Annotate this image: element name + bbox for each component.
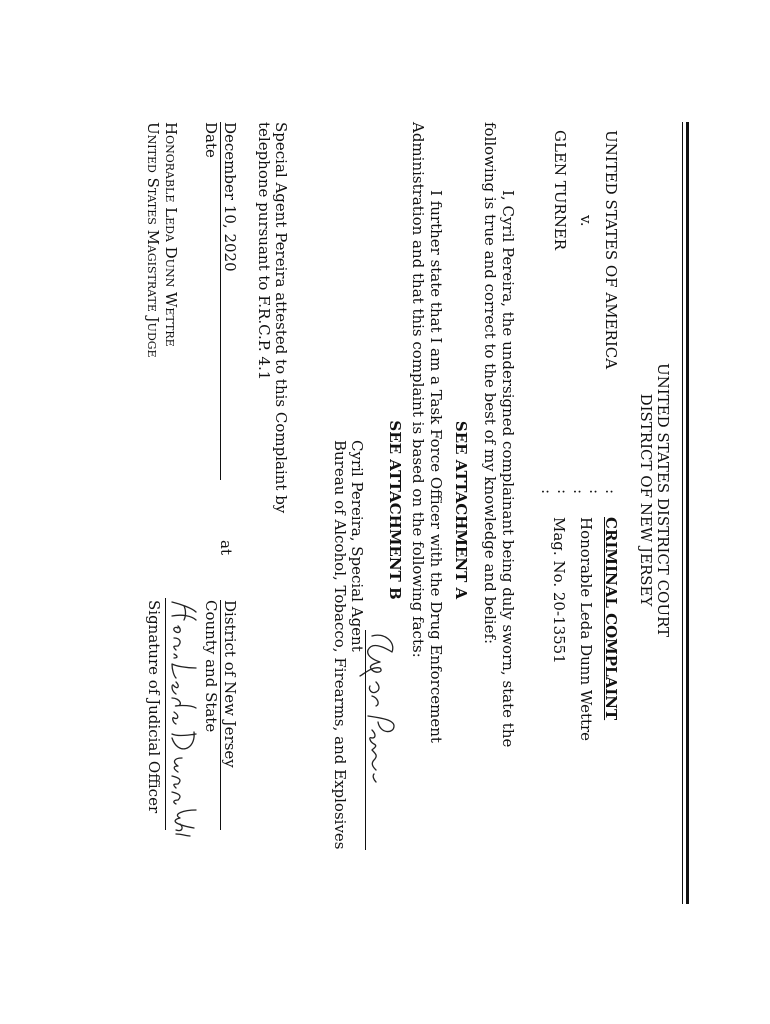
caption-colon-3: : (570, 489, 588, 495)
judge-title: United States Magistrate Judge (144, 122, 162, 358)
court-district: DISTRICT OF NEW JERSEY (637, 393, 655, 607)
magistrate-number: Mag. No. 20-13551 (550, 517, 568, 664)
top-rule-thick (686, 122, 689, 904)
judge-name: Honorable Leda Dunn Wettre (162, 122, 180, 347)
para1-line2: following is true and correct to the best of my knowledge and belief: (481, 122, 499, 645)
judge-signature-line (165, 598, 166, 830)
para2-line2: Administration and that this complaint is based on the following facts: (409, 122, 427, 658)
top-rule-thin (682, 122, 683, 904)
attachment-a: SEE ATTACHMENT A (452, 420, 470, 600)
caption-judge: Honorable Leda Dunn Wettre (577, 517, 595, 742)
versus: v. (577, 215, 595, 227)
date-line (220, 122, 221, 480)
caption-colon-2: : (586, 489, 604, 495)
signing-date: December 10, 2020 (221, 122, 239, 272)
para1-line1: I, Cyril Pereira, the undersigned complainant being duly sworn, state the (499, 190, 517, 748)
complainant-signature (356, 630, 402, 790)
complainant-name-title: Cyril Pereira, Special Agent (348, 440, 366, 652)
date-label: Date (202, 122, 220, 158)
para2-line1: I further state that I am a Task Force Officer with the Drug Enforcement (427, 190, 445, 743)
signing-location: District of New Jersey (221, 600, 239, 768)
at-label: at (217, 540, 235, 555)
complainant-agency: Bureau of Alcohol, Tobacco, Firearms, and Explosives (331, 440, 349, 850)
location-label: County and State (202, 600, 220, 733)
attestation-line2: telephone pursuant to F.R.C.P. 4.1 (255, 122, 273, 381)
court-name: UNITED STATES DISTRICT COURT (654, 362, 672, 638)
defendant-name: GLEN TURNER (551, 130, 569, 251)
attestation-line1: Special Agent Pereira attested to this Complaint by (272, 122, 290, 514)
location-line (220, 600, 221, 830)
caption-colon-1: : (602, 489, 620, 495)
complainant-signature-line (365, 630, 366, 850)
caption-colon-5: : (538, 489, 556, 495)
document-title: CRIMINAL COMPLAINT (602, 517, 620, 721)
plaintiff-name: UNITED STATES OF AMERICA (602, 130, 620, 370)
caption-colon-4: : (554, 489, 572, 495)
judge-signature-label: Signature of Judicial Officer (145, 600, 163, 814)
judge-signature (166, 598, 202, 838)
attachment-b: SEE ATTACHMENT B (386, 420, 404, 600)
